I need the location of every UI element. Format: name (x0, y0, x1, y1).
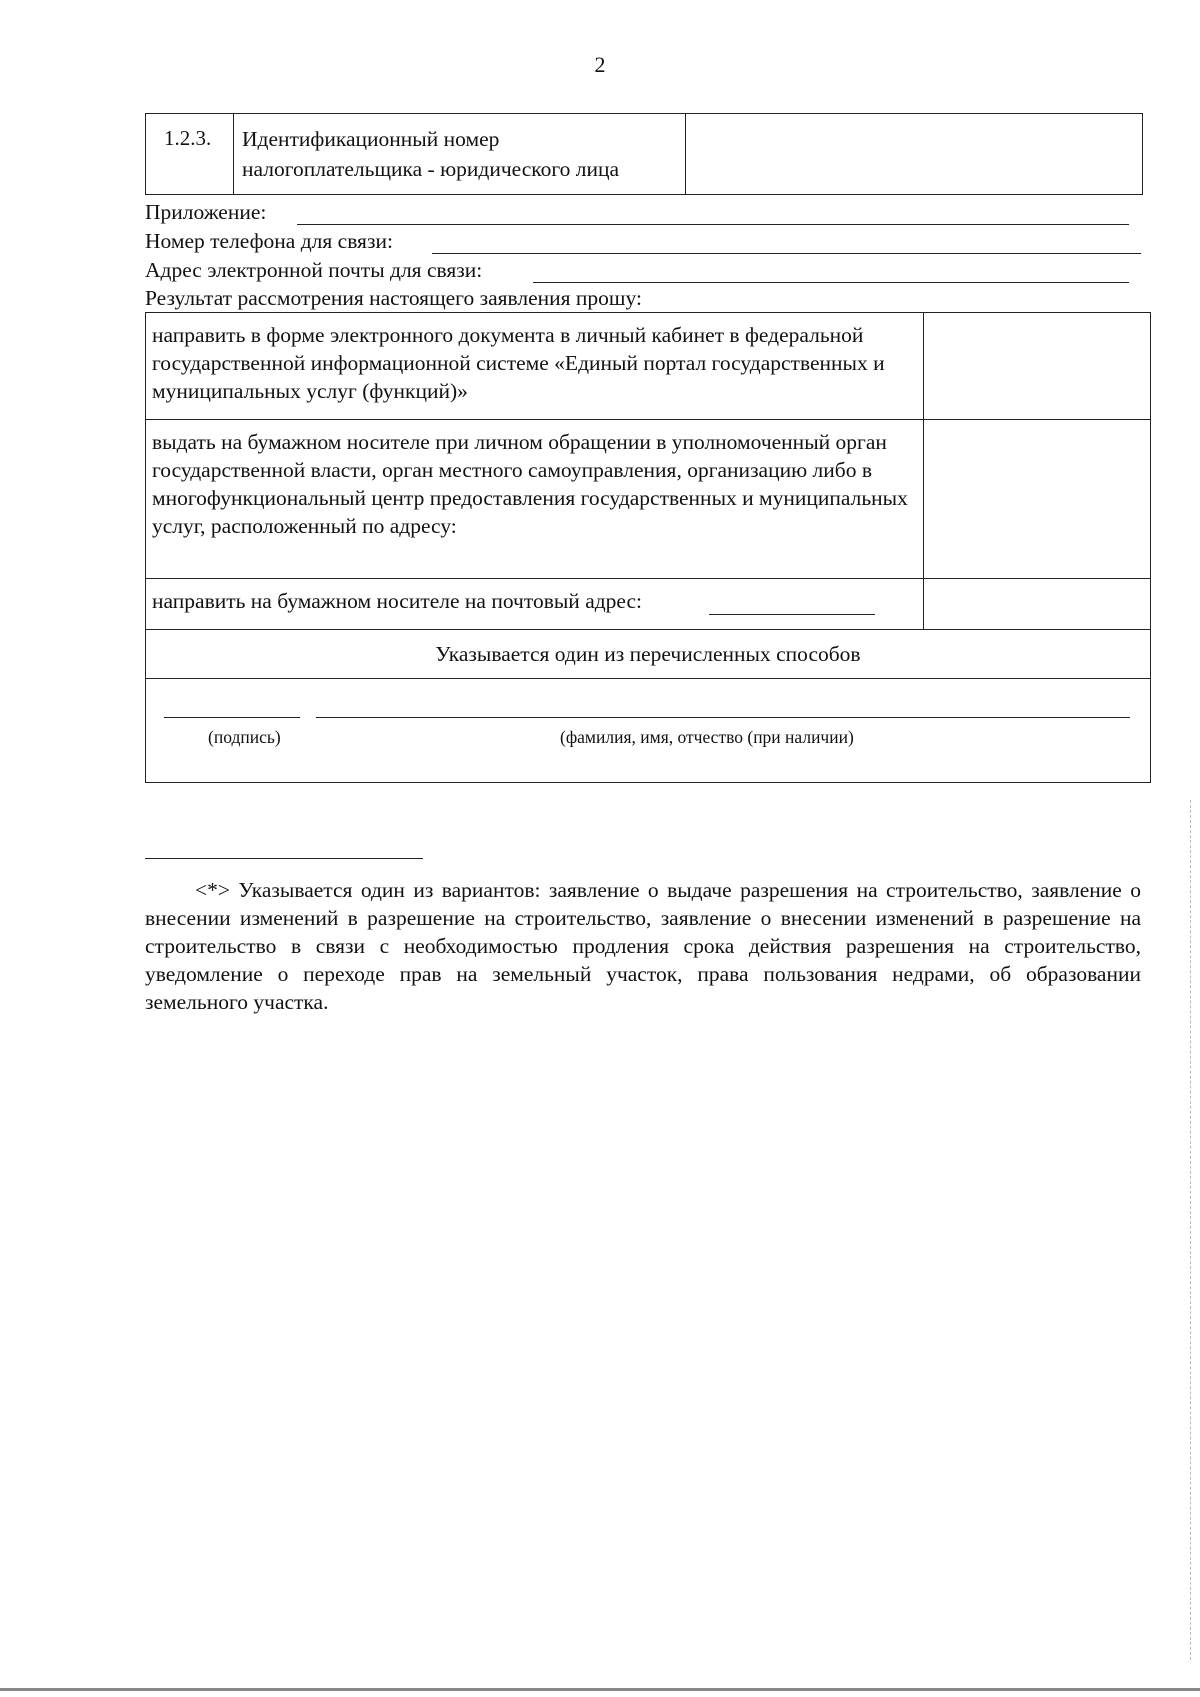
taxpayer-id-table (145, 113, 1143, 195)
attachment-label: Приложение: (145, 200, 267, 224)
option-row-post (146, 579, 1150, 630)
footnote-separator (145, 858, 423, 859)
postal-address-fill-line[interactable] (709, 614, 875, 615)
email-label: Адрес электронной почты для связи: (145, 258, 483, 282)
option-check-cell[interactable] (924, 579, 1150, 629)
choose-one-note-row (146, 630, 1150, 679)
attachment-fill-line[interactable] (297, 224, 1129, 225)
full-name-caption: (фамилия, имя, отчество (при наличии) (560, 727, 854, 747)
option-text: направить в форме электронного документа в личный кабинет в федеральной государственной информационной системе «Единый портал государственных и муниципальных услуг (функций)» (146, 313, 924, 419)
option-check-cell[interactable] (924, 420, 1150, 578)
email-fill-line[interactable] (533, 282, 1129, 283)
result-method-table (145, 312, 1151, 783)
page-number: 2 (594, 52, 606, 77)
option-check-cell[interactable] (924, 313, 1150, 419)
signature-caption: (подпись) (208, 727, 281, 747)
item-label (234, 114, 686, 194)
scan-edge-bottom (0, 1688, 1200, 1691)
choose-one-note: Указывается один из перечисленных способов (435, 642, 861, 666)
taxpayer-id-value-cell[interactable] (686, 114, 1142, 194)
option-row-in-person (146, 420, 1150, 579)
footnote (145, 876, 1141, 1016)
item-label-line-1: Идентификационный номер (242, 127, 500, 151)
option-text (146, 579, 924, 629)
scan-edge-right (1190, 800, 1191, 1660)
phone-label: Номер телефона для связи: (145, 229, 393, 253)
option-text-label: направить на бумажном носителе на почтовый адрес: (152, 589, 643, 613)
footnote-text: <*> Указывается один из вариантов: заявление о выдаче разрешения на строительство, заявление о внесении изменений в разрешение на строительство, заявление о внесении изменений в разрешение на строительство в связи с необходимостью продления срока действия разрешения на строительство, уведомление о переходе прав на земельный участок, права пользования недрами, об образовании земельного участка. (145, 878, 1141, 1014)
phone-fill-line[interactable] (432, 253, 1141, 254)
item-code: 1.2.3. (146, 114, 234, 194)
option-text: выдать на бумажном носителе при личном обращении в уполномоченный орган государственной власти, орган местного самоуправления, организацию либо в многофункциональный центр предоставления государственных и муниципальных услуг, расположенный по адресу: (146, 420, 924, 578)
signature-line[interactable] (164, 717, 300, 718)
result-intro: Результат рассмотрения настоящего заявления прошу: (145, 286, 642, 310)
option-row-electronic (146, 313, 1150, 420)
full-name-line[interactable] (316, 717, 1130, 718)
item-label-line-2: налогоплательщика - юридического лица (242, 157, 620, 181)
signature-row (146, 679, 1150, 782)
